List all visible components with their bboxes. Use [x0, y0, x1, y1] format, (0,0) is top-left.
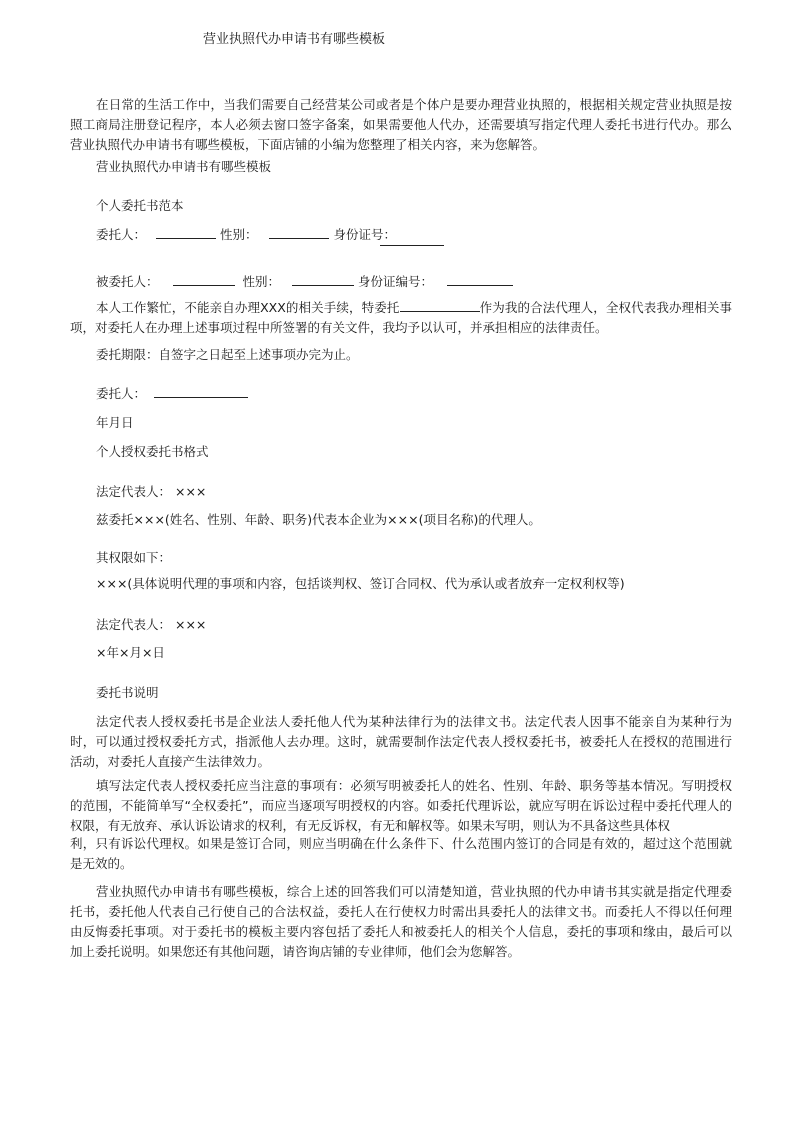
date-line-2: ×年×月×日 — [96, 645, 165, 660]
principal-label: 委托人： — [96, 227, 147, 242]
conclusion-paragraph: 营业执照代办申请书有哪些模板，综合上述的回答我们可以清楚知道，营业执照的代办申请书其实就是指定代理委托书，委托他人代表自己行使自己的合法权益，委托人在行使权力时需出具委托人的法律文书。而委托人不得以任何理由反悔委托事项。对于委托书的模板主要内容包括了委托人和被委托人的相关个人信息，委托的事项和缘由，最后可以加上委托说明。如果您还有其他问题，请咨询店铺的专业律师，他们会为您解答。 — [70, 884, 732, 959]
gender-blank — [269, 225, 329, 239]
document-title: 营业执照代办申请书有哪些模板 — [203, 32, 386, 47]
subtitle: 营业执照代办申请书有哪些模板 — [96, 159, 272, 174]
agent-blank — [173, 272, 235, 286]
sign-label: 委托人： — [96, 386, 147, 401]
principal-blank — [156, 225, 216, 239]
gender-label: 性别： — [219, 227, 258, 242]
legal-rep-line-1: 法定代表人： ××× — [96, 484, 207, 499]
id-no-label: 身份证编号： — [357, 274, 433, 289]
id-label: 身份证号： — [333, 227, 396, 242]
agent-gender-blank — [292, 272, 354, 286]
entrust-text-b: 作为我的合法代理人，全权代表我办理相关事项，对委托人在办理上述事项过程中所签署的有关文件，我均予以认可，并承担相应的法律责任。 — [70, 300, 732, 335]
principal-info-line — [96, 225, 396, 245]
agent-info-line — [96, 272, 513, 292]
notes-paragraph-3: 利，只有诉讼代理权。如果是签订合同，则应当明确在什么条件下、什么范围内签订的合同是有效的，超过这个范围就是无效的。 — [70, 836, 732, 871]
sign-blank — [154, 384, 248, 398]
scope-line: ×××(具体说明代理的事项和内容，包括谈判权、签订合同权、代为承认或者放弃一定权利权等) — [96, 576, 625, 591]
notes-heading: 委托书说明 — [96, 685, 159, 700]
entrust-text-a: 本人工作繁忙，不能亲自办理XXX的相关手续，特委托 — [96, 300, 400, 315]
period-line: 委托期限：自签字之日起至上述事项办完为止。 — [96, 347, 359, 362]
format-heading: 个人授权委托书格式 — [96, 444, 209, 459]
legal-rep-line-2: 法定代表人： ××× — [96, 617, 207, 632]
id-no-blank — [447, 272, 513, 286]
agent-label: 被委托人： — [96, 274, 159, 289]
sample-heading: 个人委托书范本 — [96, 198, 184, 213]
entrust-line: 兹委托×××(姓名、性别、年龄、职务)代表本企业为×××(项目名称)的代理人。 — [96, 512, 541, 527]
signature-line — [96, 384, 248, 404]
notes-paragraph-2: 填写法定代表人授权委托应当注意的事项有：必须写明被委托人的姓名、性别、年龄、职务等基本情况。写明授权的范围，不能简单写“全权委托”，而应当逐项写明授权的内容。如委托代理诉讼，就应写明在诉讼过程中委托代理人的权限，有无放弃、承认诉讼请求的权利，有无反诉权，有无和解权等。如果未写明，则认为不具备这些具体权 — [70, 778, 732, 833]
agent-name-blank — [400, 298, 480, 312]
scope-heading: 其权限如下： — [96, 550, 172, 565]
notes-paragraph-1: 法定代表人授权委托书是企业法人委托他人代为某种法律行为的法律文书。法定代表人因事不能亲自为某种行为时，可以通过授权委托方式，指派他人去办理。这时，就需要制作法定代表人授权委托书，被委托人在授权的范围进行活动，对委托人直接产生法律效力。 — [70, 714, 732, 769]
date-line: 年月日 — [96, 415, 134, 430]
intro-paragraph: 在日常的生活工作中，当我们需要自己经营某公司或者是个体户是要办理营业执照的，根据相关规定营业执照是按照工商局注册登记程序，本人必须去窗口签字备案，如果需要他人代办，还需要填写指定代理人委托书进行代办。那么营业执照代办申请书有哪些模板，下面店铺的小编为您整理了相关内容，来为您解答。 — [70, 97, 732, 152]
agent-gender-label: 性别： — [242, 274, 280, 289]
id-blank — [380, 232, 444, 246]
entrust-paragraph — [70, 298, 732, 338]
